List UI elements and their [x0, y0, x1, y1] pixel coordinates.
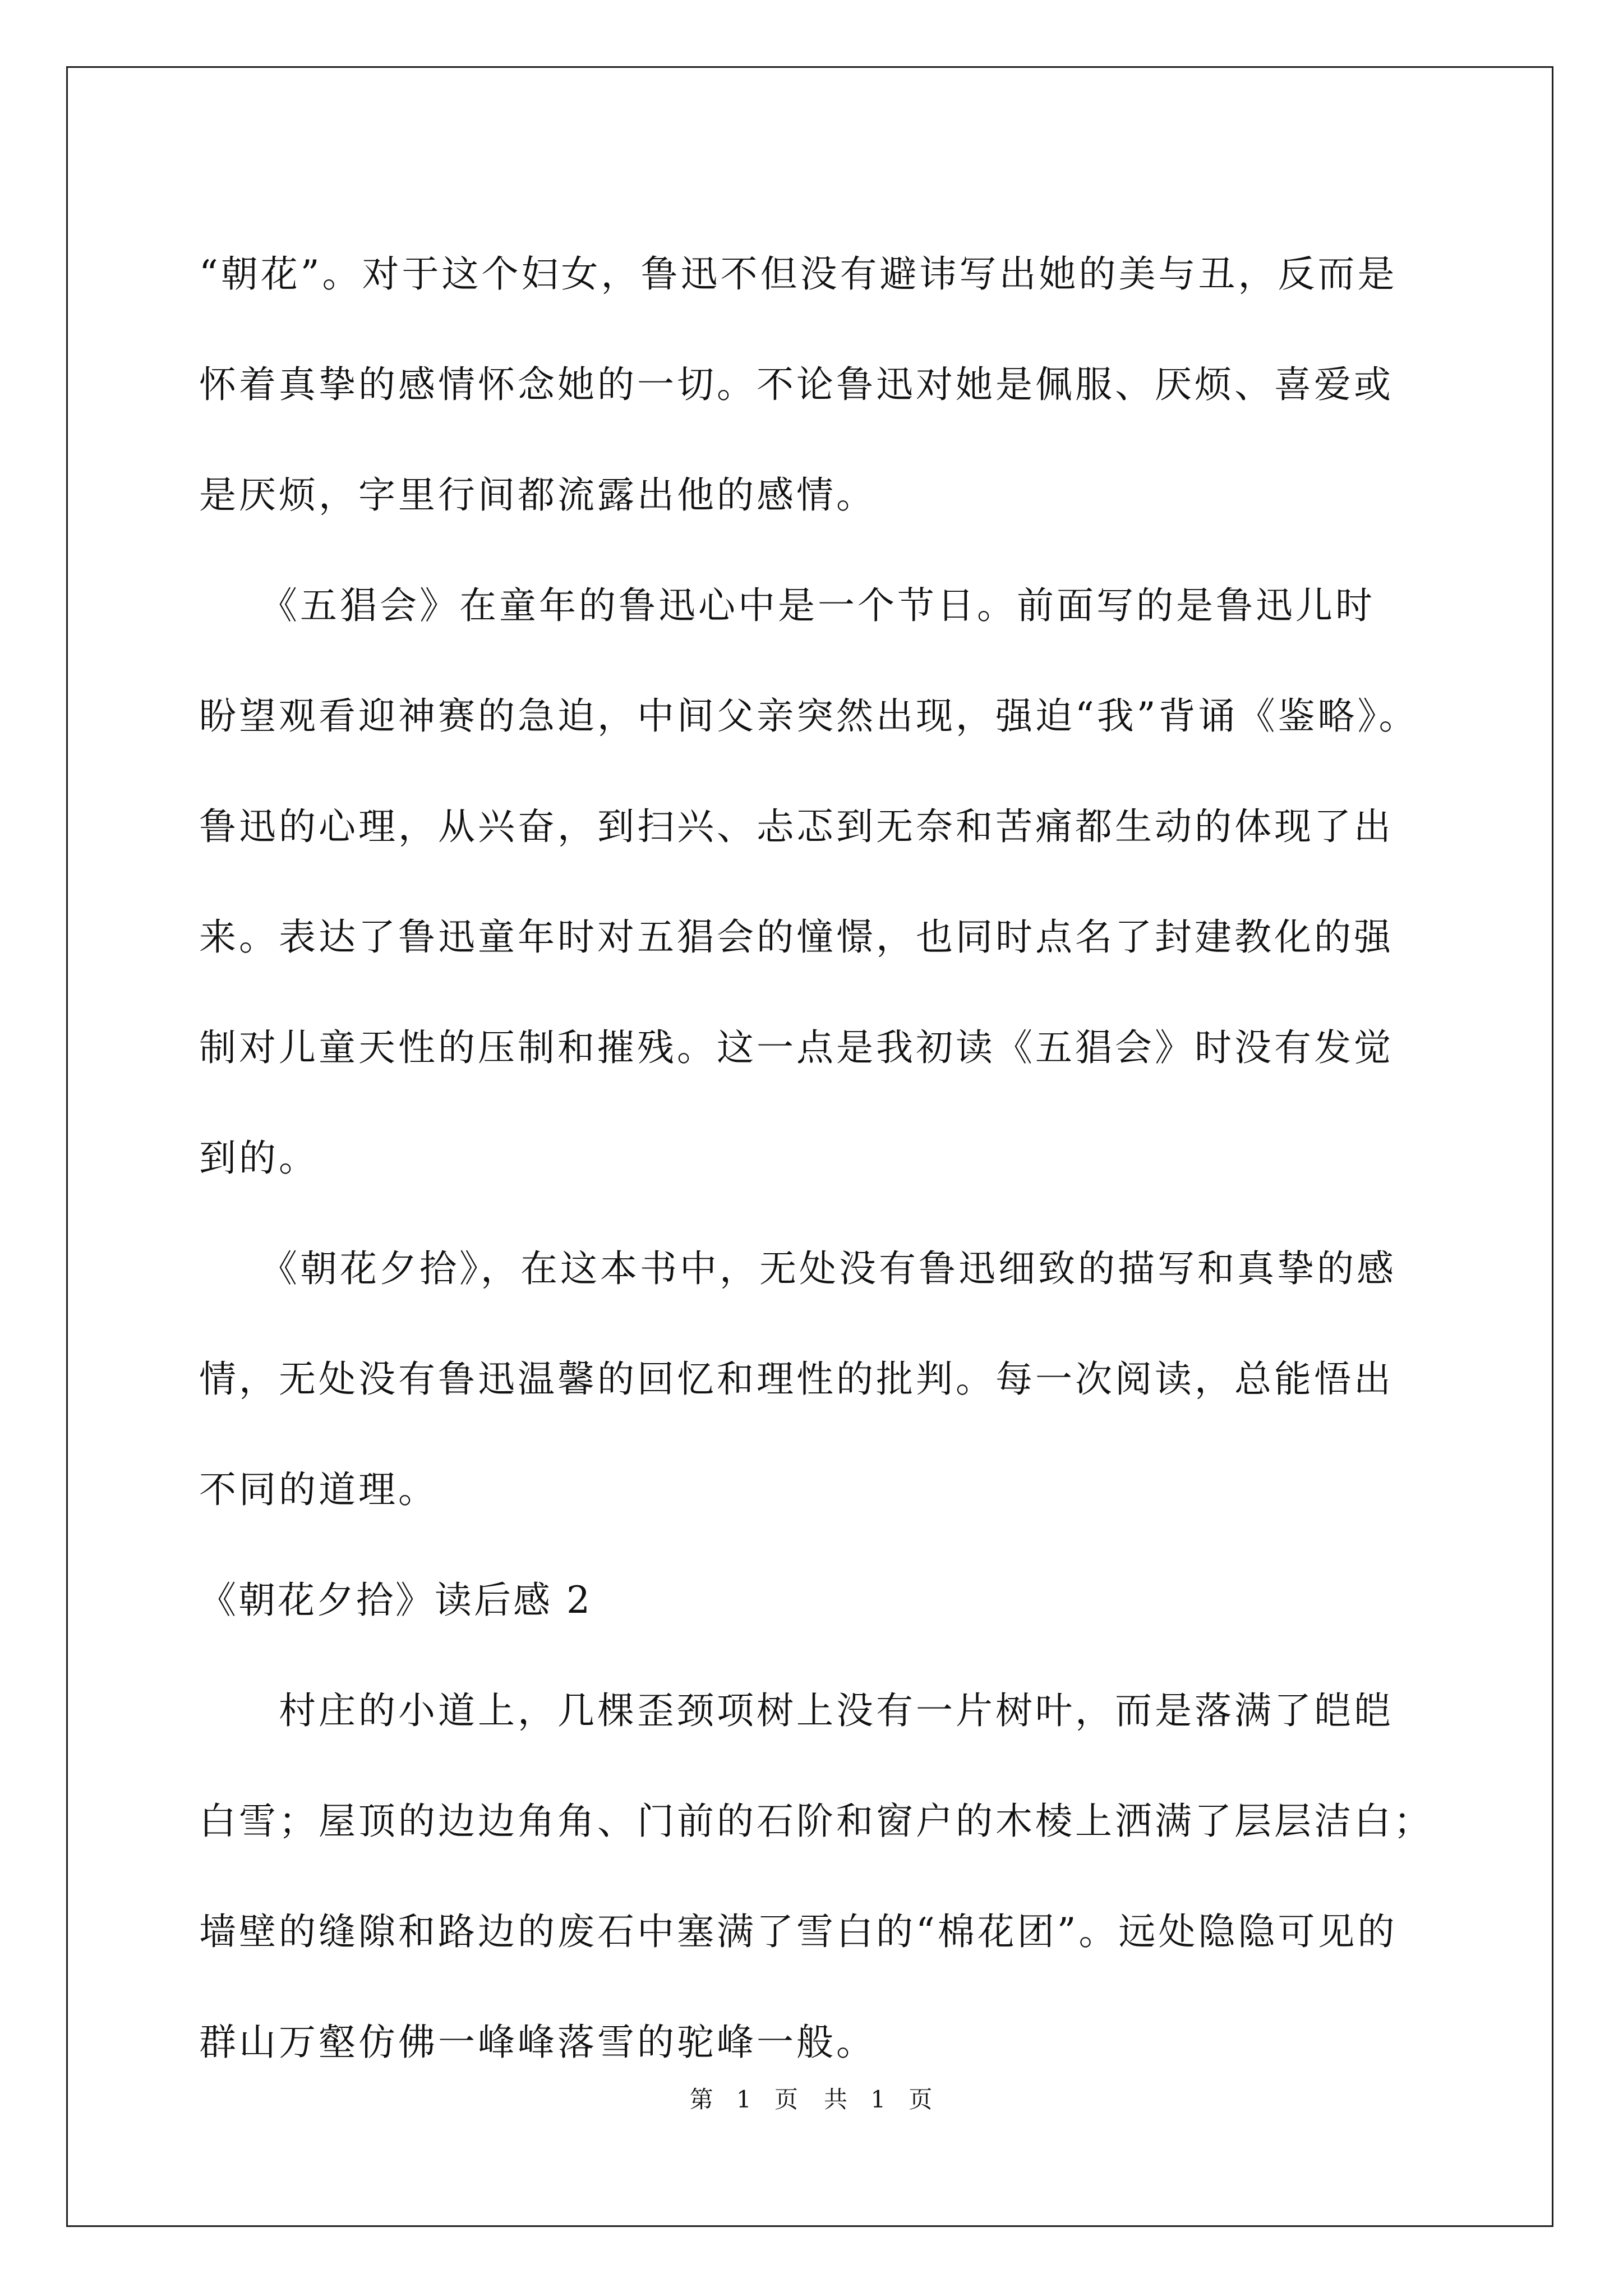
text-line: 鲁迅的心理，从兴奋，到扫兴、忐忑到无奈和苦痛都生动的体现了出 — [199, 805, 1394, 848]
text-line: 怀着真挚的感情怀念她的一切。不论鲁迅对她是佩服、厌烦、喜爱或 — [199, 363, 1394, 406]
paragraph — [199, 219, 1506, 550]
text-line: “朝花”。对于这个妇女，鲁迅不但没有避讳写出她的美与丑，反而是 — [199, 252, 1398, 296]
text-line: 白雪；屋顶的边边角角、门前的石阶和窗户的木棱上洒满了层层洁白； — [199, 1800, 1433, 1843]
paragraph — [199, 1213, 1506, 1545]
text-line: 不同的道理。 — [199, 1468, 438, 1511]
text-line: 情，无处没有鲁迅温馨的回忆和理性的批判。每一次阅读，总能悟出 — [199, 1358, 1394, 1401]
text-line: 村庄的小道上，几棵歪颈项树上没有一片树叶，而是落满了皑皑 — [199, 1689, 1394, 1732]
paragraph — [199, 1655, 1506, 2097]
text-line: 盼望观看迎神赛的急迫，中间父亲突然出现，强迫“我”背诵《鉴略》。 — [199, 694, 1419, 738]
text-line: 到的。 — [199, 1137, 319, 1180]
text-line: 墙壁的缝隙和路边的废石中塞满了雪白的“棉花团”。远处隐隐可见的 — [199, 1910, 1398, 1953]
paragraph — [199, 550, 1506, 1213]
text-line: 制对儿童天性的压制和摧残。这一点是我初读《五猖会》时没有发觉 — [199, 1026, 1394, 1069]
section-heading: 《朝花夕拾》读后感 2 — [199, 1579, 592, 1622]
text-line: 《朝花夕拾》，在这本书中，无处没有鲁迅细致的描写和真挚的感 — [199, 1247, 1396, 1290]
text-line: 是厌烦，字里行间都流露出他的感情。 — [199, 473, 876, 517]
document-body — [199, 219, 1506, 2097]
text-line: 群山万壑仿佛一峰峰落雪的驼峰一般。 — [199, 2021, 876, 2064]
page-number-footer: 第 1 页 共 1 页 — [689, 2086, 934, 2113]
text-line: 《五猖会》在童年的鲁迅心中是一个节日。前面写的是鲁迅儿时 — [199, 584, 1375, 627]
text-line: 来。表达了鲁迅童年时对五猖会的憧憬，也同时点名了封建教化的强 — [199, 915, 1394, 959]
